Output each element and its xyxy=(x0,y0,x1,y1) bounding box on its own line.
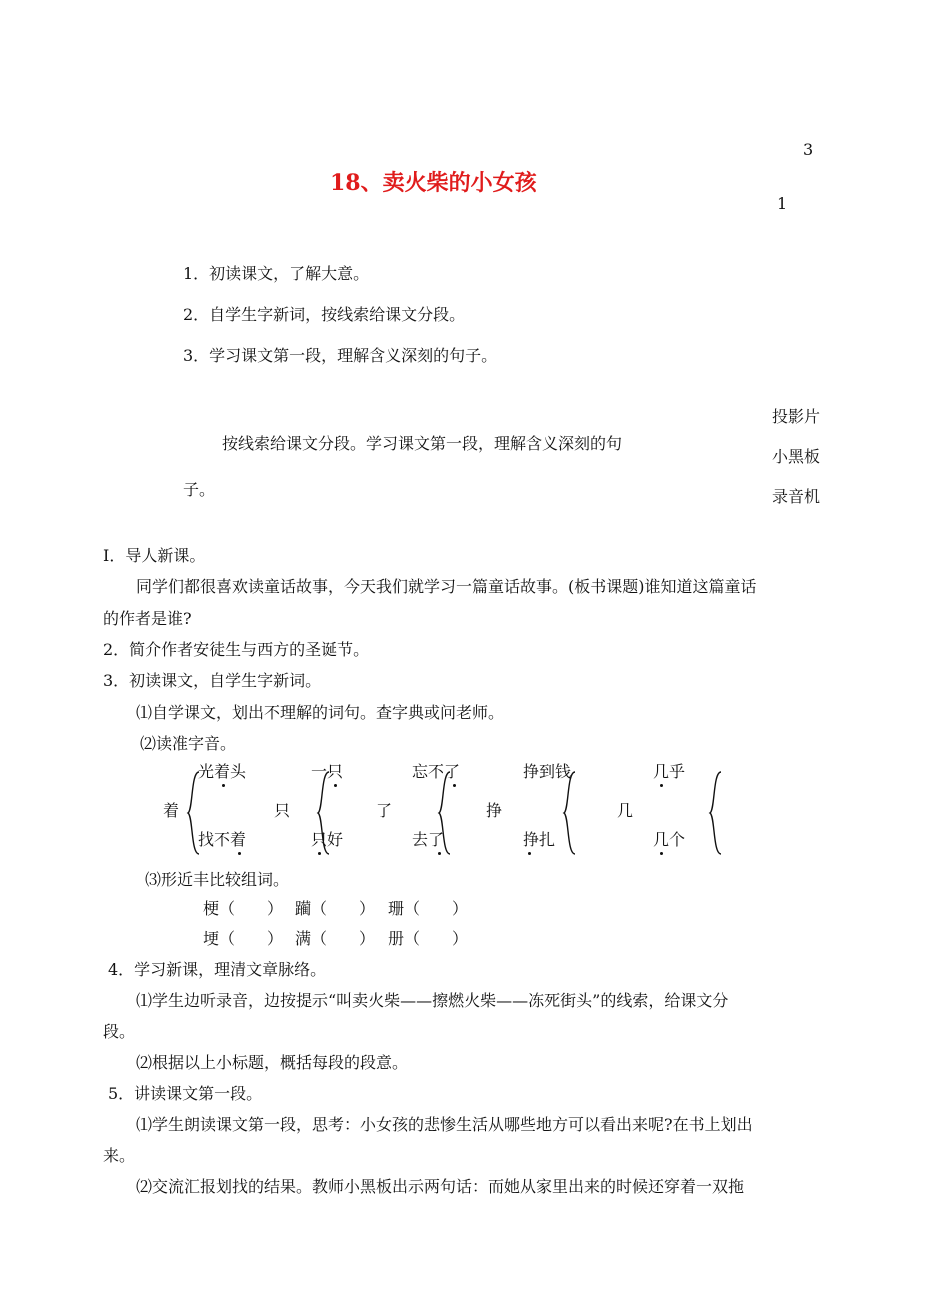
pron-top-zhi: 一只 xyxy=(311,762,344,781)
compare-2-2: 满（ ） xyxy=(295,929,376,948)
pron-top-zhe: 光着头 xyxy=(198,762,247,781)
step-3-sub-1: ⑴自学课文，划出不理解的词句。查字典或问老师。 xyxy=(136,703,505,722)
compare-1-1: 梗（ ） xyxy=(203,899,284,918)
goal-1: 1．初读课文，了解大意。 xyxy=(183,264,370,283)
goal-2: 2．自学生字新词，按线索给课文分段。 xyxy=(183,305,466,324)
key-points-line-2: 子。 xyxy=(183,480,216,499)
compare-1-3: 珊（ ） xyxy=(388,899,469,918)
step-2-title: 2．简介作者安徒生与西方的圣诞节。 xyxy=(103,640,370,659)
step-1-text-line-2: 的作者是谁? xyxy=(103,609,192,628)
dot-le-bottom xyxy=(438,852,441,855)
pron-char-ji: 几 xyxy=(617,801,634,820)
step-4-title: 4．学习新课，理清文章脉络。 xyxy=(108,960,327,979)
pron-bottom-le: 去了 xyxy=(412,830,445,849)
step-3-sub-3: ⑶形近丰比较组词。 xyxy=(145,870,290,889)
brace-le xyxy=(438,770,452,856)
page-title: 18、卖火柴的小女孩 xyxy=(330,170,537,196)
dot-zheng-bottom xyxy=(528,852,531,855)
pron-bottom-zhe: 找不着 xyxy=(198,830,247,849)
pron-char-zhe: 着 xyxy=(163,801,180,820)
material-3: 录音机 xyxy=(772,487,821,506)
pron-top-le: 忘不了 xyxy=(412,762,461,781)
material-1: 投影片 xyxy=(772,407,821,426)
dot-zhi-top xyxy=(334,784,337,787)
step-1-text-line-1: 同学们都很喜欢读童话故事，今天我们就学习一篇童话故事。(板书课题)谁知道这篇童话 xyxy=(136,577,757,596)
step-4-sub-1-line-2: 段。 xyxy=(103,1022,136,1041)
dot-le-top xyxy=(453,784,456,787)
pron-top-ji: 几乎 xyxy=(653,762,686,781)
step-4-sub-2: ⑵根据以上小标题，概括每段的段意。 xyxy=(136,1053,409,1072)
compare-2-3: 册（ ） xyxy=(388,929,469,948)
pron-bottom-zheng: 挣扎 xyxy=(523,830,556,849)
dot-zhe-top xyxy=(222,784,225,787)
brace-zheng xyxy=(563,770,577,856)
pron-bottom-ji: 几个 xyxy=(653,830,686,849)
pron-char-zhi: 只 xyxy=(274,801,291,820)
pron-top-zheng: 挣到钱 xyxy=(523,762,572,781)
dot-zhe-bottom xyxy=(238,852,241,855)
key-points-line-1: 按线索给课文分段。学习课文第一段，理解含义深刻的句 xyxy=(222,434,623,453)
step-5-title: 5．讲读课文第一段。 xyxy=(108,1084,263,1103)
step-5-sub-1-line-2: 来。 xyxy=(103,1146,136,1165)
pron-char-zheng: 挣 xyxy=(486,801,503,820)
goal-3: 3．学习课文第一段，理解含义深刻的句子。 xyxy=(183,346,498,365)
step-5-sub-2: ⑵交流汇报划找的结果。教师小黑板出示两句话：而她从家里出来的时候还穿着一双拖 xyxy=(136,1177,745,1196)
material-2: 小黑板 xyxy=(772,447,821,466)
pron-char-le: 了 xyxy=(376,801,393,820)
step-5-sub-1-line-1: ⑴学生朗读课文第一段，思考：小女孩的悲惨生活从哪些地方可以看出来呢?在书上划出 xyxy=(136,1115,753,1134)
dot-ji-bottom xyxy=(660,852,663,855)
page-mark-bottom: 1 xyxy=(777,194,788,213)
dot-zhi-bottom xyxy=(318,852,321,855)
page-mark-top: 3 xyxy=(803,140,814,159)
step-1-title: I．导人新课。 xyxy=(103,546,206,565)
dot-ji-top xyxy=(660,784,663,787)
pron-bottom-zhi: 只好 xyxy=(311,830,344,849)
compare-2-1: 埂（ ） xyxy=(203,929,284,948)
step-4-sub-1-line-1: ⑴学生边听录音，边按提示“叫卖火柴——擦燃火柴——冻死街头”的线索，给课文分 xyxy=(136,991,729,1010)
brace-ji xyxy=(709,770,723,856)
step-3-sub-2: ⑵读准字音。 xyxy=(140,734,237,753)
step-3-title: 3．初读课文，自学生字新词。 xyxy=(103,671,322,690)
compare-1-2: 躏（ ） xyxy=(295,899,376,918)
